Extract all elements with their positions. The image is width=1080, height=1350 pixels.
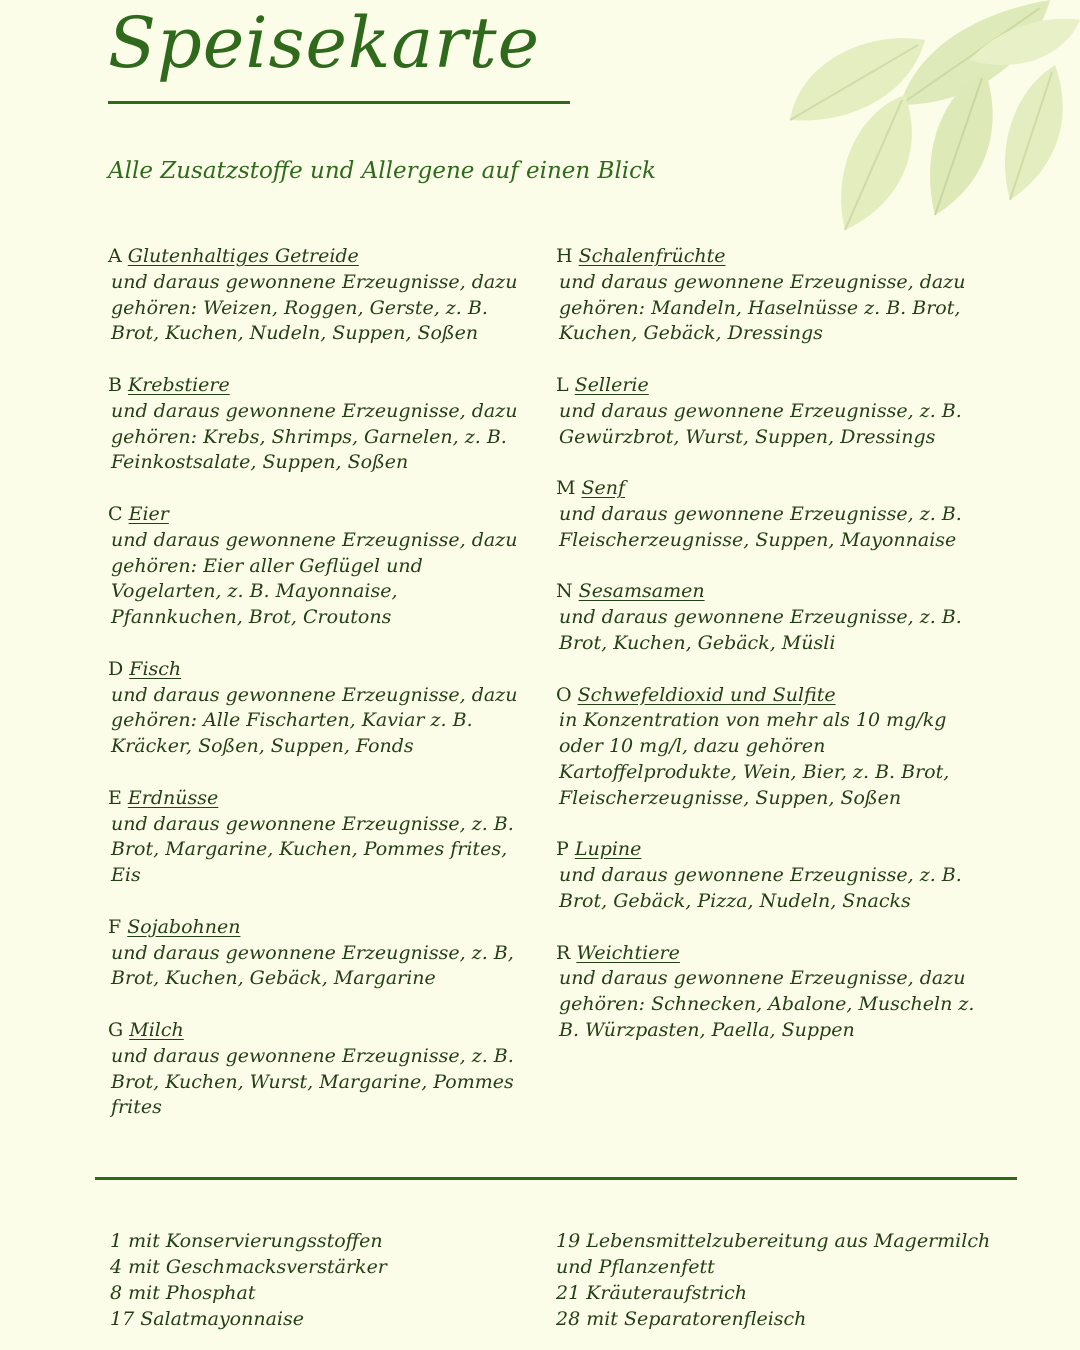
allergen-item: [556, 244, 976, 347]
allergen-code: M: [556, 477, 576, 500]
allergen-description: und daraus gewonnene Erzeugnisse, z. B. Brot, Gebäck, Pizza, Nudeln, Snacks: [559, 864, 962, 912]
allergen-item: [108, 373, 528, 476]
allergen-item: [108, 786, 528, 889]
allergen-code: A: [108, 245, 122, 267]
allergen-name: Sellerie: [574, 373, 649, 396]
allergen-item: [108, 657, 528, 760]
allergen-code: C: [108, 502, 123, 525]
allergen-list-left: [108, 244, 528, 1121]
allergen-code: N: [556, 580, 573, 603]
allergen-name: Erdnüsse: [127, 786, 219, 809]
additive-item: 28 mit Separatorenfleisch: [556, 1308, 807, 1330]
allergen-item: [108, 244, 528, 347]
allergen-description: und daraus gewonnene Erzeugnisse, dazu gehören: Schnecken, Abalone, Muscheln z. B. Würzpasten, Paella, Suppen: [559, 967, 975, 1041]
allergen-name: Schwefeldioxid und Sulfite: [577, 683, 836, 706]
allergen-code: D: [108, 657, 124, 680]
allergen-code: H: [556, 245, 573, 267]
allergen-name: Weichtiere: [576, 941, 680, 964]
allergen-description: und daraus gewonnene Erzeugnisse, z. B. Brot, Kuchen, Wurst, Margarine, Pommes frites: [111, 1044, 514, 1119]
allergen-description: und daraus gewonnene Erzeugnisse, dazu gehören: Mandeln, Haselnüsse z. B. Brot, Kuchen, Gebäck, Dressings: [559, 270, 966, 345]
allergen-description: in Konzentration von mehr als 10 mg/kg oder 10 mg/l, dazu gehören Kartoffelprodukte, Wein, Bier, z. B. Brot, Fleischerzeugnisse, Suppen, Soßen: [559, 709, 950, 809]
allergen-code: E: [108, 786, 122, 809]
allergen-code: R: [556, 941, 571, 964]
allergen-item: [556, 579, 976, 656]
title-divider: [108, 101, 570, 104]
additive-item: 8 mit Phosphat: [110, 1282, 256, 1304]
allergen-description: und daraus gewonnene Erzeugnisse, z. B. Brot, Kuchen, Gebäck, Müsli: [559, 606, 962, 654]
page-subtitle: Alle Zusatzstoffe und Allergene auf einen Blick: [108, 158, 656, 184]
allergen-description: und daraus gewonnene Erzeugnisse, dazu gehören: Alle Fischarten, Kaviar z. B. Kräcker, Soßen, Suppen, Fonds: [111, 683, 518, 758]
allergen-name: Krebstiere: [128, 373, 230, 396]
allergen-name: Lupine: [574, 838, 642, 861]
additive-item: 19 Lebensmittelzubereitung aus Magermilch und Pflanzenfett: [556, 1230, 991, 1278]
allergen-list-right: [556, 244, 976, 1044]
additive-list-right: [556, 1228, 996, 1332]
allergen-item: [556, 683, 976, 812]
allergen-description: und daraus gewonnene Erzeugnisse, z. B. Gewürzbrot, Wurst, Suppen, Dressings: [559, 399, 962, 448]
allergen-name: Milch: [129, 1018, 184, 1041]
allergen-description: und daraus gewonnene Erzeugnisse, z. B. Fleischerzeugnisse, Suppen, Mayonnaise: [559, 502, 962, 551]
additive-item: 1 mit Konservierungsstoffen: [110, 1230, 383, 1252]
additive-list-left: [110, 1228, 530, 1332]
allergen-code: F: [108, 915, 122, 938]
allergen-item: [108, 915, 528, 992]
allergen-item: [556, 373, 976, 450]
leaf-decoration-icon: [750, 0, 1080, 250]
allergen-name: Sesamsamen: [578, 580, 705, 603]
allergen-item: [108, 1018, 528, 1121]
allergen-name: Schalenfrüchte: [578, 245, 726, 267]
allergen-description: und daraus gewonnene Erzeugnisse, z. B, Brot, Kuchen, Gebäck, Margarine: [111, 941, 514, 990]
allergen-code: P: [556, 838, 569, 861]
allergen-item: [556, 476, 976, 553]
allergen-name: Eier: [128, 502, 169, 525]
allergen-name: Glutenhaltiges Getreide: [127, 245, 359, 267]
section-divider: [95, 1177, 1017, 1180]
allergen-item: [556, 941, 976, 1044]
additive-item: 21 Kräuteraufstrich: [556, 1282, 748, 1304]
page-title: Speisekarte: [108, 2, 541, 84]
allergen-description: und daraus gewonnene Erzeugnisse, z. B. Brot, Margarine, Kuchen, Pommes frites, Eis: [111, 812, 514, 887]
allergen-name: Fisch: [129, 657, 182, 680]
additive-item: 17 Salatmayonnaise: [110, 1308, 304, 1330]
allergen-description: und daraus gewonnene Erzeugnisse, dazu gehören: Eier aller Geflügel und Vogelarten, z. B. Mayonnaise, Pfannkuchen, Brot, Croutons: [111, 528, 518, 629]
allergen-description: und daraus gewonnene Erzeugnisse, dazu gehören: Krebs, Shrimps, Garnelen, z. B. Feinkostsalate, Suppen, Soßen: [111, 399, 518, 474]
additive-item: 4 mit Geschmacksverstärker: [110, 1256, 387, 1278]
allergen-code: L: [556, 373, 569, 396]
allergen-item: [556, 837, 976, 914]
allergen-code: B: [108, 373, 122, 396]
allergen-description: und daraus gewonnene Erzeugnisse, dazu gehören: Weizen, Roggen, Gerste, z. B. Brot, Kuchen, Nudeln, Suppen, Soßen: [111, 270, 518, 345]
allergen-name: Senf: [581, 477, 626, 500]
allergen-item: [108, 502, 528, 631]
allergen-code: O: [556, 683, 572, 706]
allergen-name: Sojabohnen: [127, 915, 241, 938]
allergen-code: G: [108, 1018, 124, 1041]
